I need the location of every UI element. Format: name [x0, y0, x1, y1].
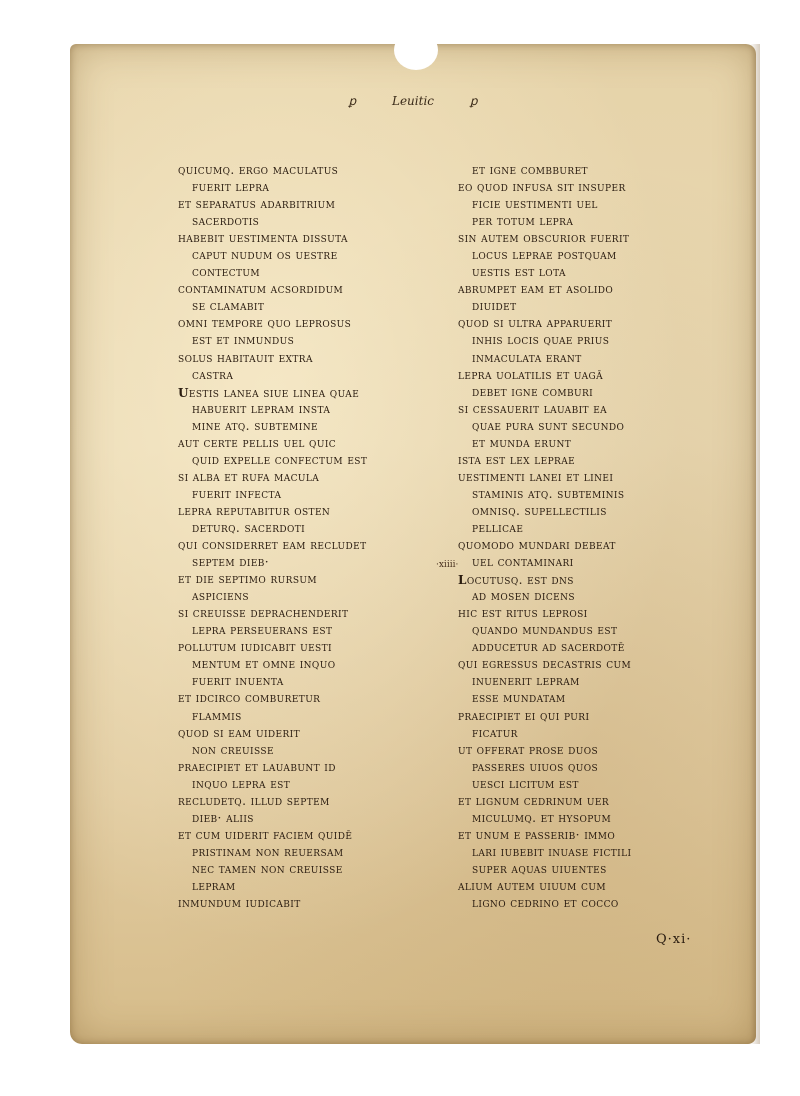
- text-line: ad mosen dicens: [472, 589, 575, 604]
- text-line: contaminatum acsordidum: [178, 282, 344, 297]
- text-line: si cessauerit lauabit ea: [458, 401, 608, 416]
- text-line: pellicae: [472, 520, 524, 535]
- text-line: uesci licitum est: [472, 776, 579, 791]
- text-line: quod si eam uiderit: [178, 725, 301, 740]
- text-line: inquo lepra est: [192, 776, 291, 791]
- text-line: et igne combburet: [472, 163, 588, 177]
- text-line: habebit uestimenta dissuta: [178, 231, 348, 246]
- decorated-initial: u: [178, 381, 189, 402]
- text-line: et cum uiderit faciem quidē: [178, 827, 353, 842]
- text-line: flammis: [192, 708, 242, 723]
- text-line: inuenerit lepram: [472, 674, 580, 689]
- decorated-initial: l: [458, 569, 467, 590]
- running-head: [70, 94, 756, 108]
- text-line: praecipiet ei qui puri: [458, 708, 590, 723]
- text-line: ista est lex leprae: [458, 452, 576, 467]
- text-line: septem dieb·: [192, 555, 270, 570]
- text-line: abrumpet eam et asolido: [458, 282, 614, 297]
- text-line: alium autem uiuum cum: [458, 878, 606, 893]
- text-line: deturq. sacerdoti: [192, 520, 306, 535]
- text-line: omnisq. supellectilis: [472, 503, 607, 518]
- text-line: et lignum cedrinum uer: [458, 793, 610, 808]
- text-line: caput nudum os uestre: [192, 248, 338, 263]
- text-line: sacerdotis: [192, 214, 260, 229]
- text-line: quomodo mundari debeat: [458, 538, 616, 553]
- text-line: uestimenti lanei et linei: [458, 469, 614, 484]
- text-line: ficatur: [472, 725, 518, 740]
- manuscript-page: [70, 44, 756, 1044]
- text-line: [458, 571, 758, 588]
- text-line: quae pura sunt secundo: [472, 418, 625, 433]
- text-line: qui considerret eam recludet: [178, 538, 367, 553]
- text-line: inhis locis quae prius: [472, 333, 610, 348]
- text-line: castra: [192, 367, 234, 382]
- text-line: eo quod infusa sit insuper: [458, 180, 626, 195]
- running-head-right-mark: ꝑ: [469, 94, 478, 108]
- text-line: dieb· aliis: [192, 810, 254, 825]
- text-line: aspiciens: [192, 589, 249, 604]
- text-line: est et inmundus: [192, 333, 295, 348]
- text-line: locus leprae postquam: [472, 248, 617, 263]
- text-line: pollutum iudicabit uesti: [178, 640, 332, 655]
- text-line: uestis est lota: [472, 265, 566, 280]
- text-line: ligno cedrino et cocco: [472, 896, 619, 911]
- text-line: sin autem obscurior fuerit: [458, 231, 630, 246]
- text-line: adducetur ad sacerdotē: [472, 640, 625, 655]
- text-line: ut offerat prose duos: [458, 742, 599, 757]
- text-line: nec tamen non creuisse: [192, 861, 343, 876]
- text-line: et die septimo rursum: [178, 572, 317, 587]
- text-line: inmundum iudicabit: [178, 896, 301, 911]
- text-line: si creuisse deprachenderit: [178, 606, 349, 621]
- text-line: si alba et rufa macula: [178, 469, 320, 484]
- text-line: hic est ritus leprosi: [458, 606, 588, 621]
- page-notch: [394, 30, 438, 70]
- text-line: esse mundatam: [472, 691, 566, 706]
- text-line: contectum: [192, 265, 261, 280]
- text-line: qui egressus decastris cum: [458, 657, 632, 672]
- text-line: per totum lepra: [472, 214, 574, 229]
- running-head-left-mark: ꝑ: [348, 94, 357, 108]
- text-line: aut certe pellis uel quic: [178, 435, 337, 450]
- text-line: recludetq. illud septem: [178, 793, 330, 808]
- text-line: [178, 381, 468, 402]
- text-line: fuerit inuenta: [192, 674, 284, 689]
- text-line-rest: ocutusq. est dns: [466, 573, 574, 588]
- text-line: inmaculata erant: [472, 350, 582, 365]
- text-line: mentum et omne inquo: [192, 657, 336, 672]
- text-line: se clamabit: [192, 299, 265, 314]
- text-line: passeres uiuos quos: [472, 759, 599, 774]
- text-line: et munda erunt: [472, 435, 572, 450]
- text-line: quod si ultra apparuerit: [458, 316, 613, 331]
- text-line: mine atq. subtemine: [192, 418, 318, 433]
- quire-signature: Q·xi·: [656, 932, 692, 947]
- text-line: quando mundandus est: [472, 623, 618, 638]
- text-line: et idcirco comburetur: [178, 691, 321, 706]
- text-line: lepra uolatilis et uagā: [458, 367, 603, 382]
- text-line: praecipiet et lauabunt id: [178, 759, 336, 774]
- chapter-number-note: ·xiiii·: [436, 560, 459, 570]
- text-line: fuerit lepra: [192, 180, 270, 195]
- text-line: quid expelle confectum est: [192, 452, 368, 467]
- text-line: lepram: [192, 878, 236, 893]
- left-text-column: [178, 162, 468, 912]
- text-line: uel contaminari: [472, 555, 574, 570]
- text-line: fuerit infecta: [192, 486, 282, 501]
- text-line: omni tempore quo leprosus: [178, 316, 352, 331]
- text-line: pristinam non reuersam: [192, 844, 344, 859]
- text-line: lari iubebit inuase fictili: [472, 844, 632, 859]
- text-line: et separatus adarbitrium: [178, 197, 336, 212]
- text-line: quicumq. ergo maculatus: [178, 163, 339, 177]
- text-line: non creuisse: [192, 742, 274, 757]
- text-line: lepra perseuerans est: [192, 623, 333, 638]
- text-line: solus habitauit extra: [178, 350, 313, 365]
- text-line: debet igne comburi: [472, 384, 594, 399]
- text-line: super aquas uiuentes: [472, 861, 607, 876]
- text-line: lepra reputabitur osten: [178, 503, 331, 518]
- running-head-title: Leuitic: [391, 94, 435, 108]
- text-line: et unum e passerib· immo: [458, 827, 616, 842]
- text-line-rest: estis lanea siue linea quae: [188, 385, 360, 400]
- right-text-column: [458, 162, 758, 912]
- text-line: diuidet: [472, 299, 517, 314]
- text-line: miculumq. et hysopum: [472, 810, 612, 825]
- text-line: staminis atq. subteminis: [472, 486, 625, 501]
- text-line: habuerit lepram insta: [192, 401, 331, 416]
- text-line: ficie uestimenti uel: [472, 197, 598, 212]
